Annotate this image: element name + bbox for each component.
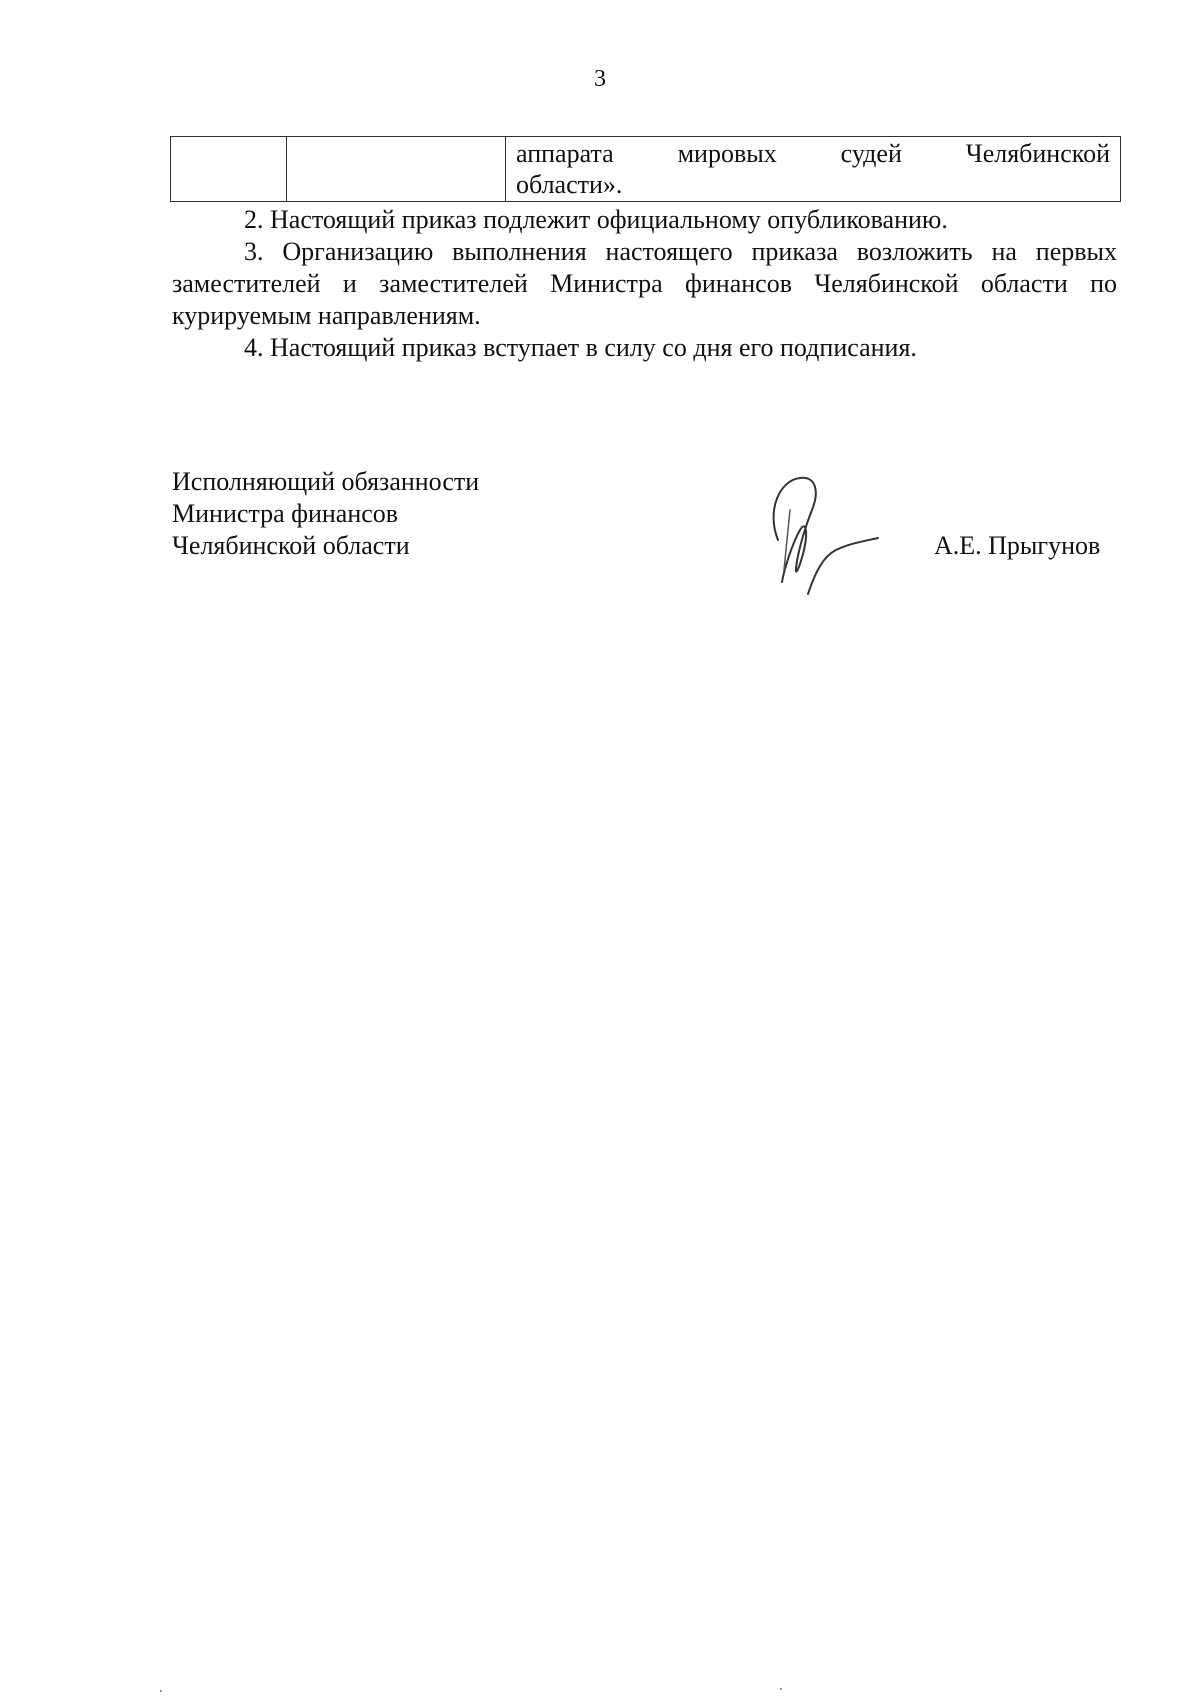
table-cell-3-text: [506, 137, 1120, 200]
handwritten-signature-icon: [760, 470, 900, 610]
paragraph-organization: 3. Организацию выполнения настоящего приказа возложить на первых заместителей и заместителей Министра финансов Челябинской области по курируемым направлениям.: [172, 237, 1117, 330]
position-line: Челябинской области: [172, 531, 410, 560]
body-paragraph-4: [172, 332, 1117, 364]
page-number: 3: [594, 66, 606, 92]
body-paragraph-2: [172, 204, 1117, 236]
paragraph-publication: 2. Настоящий приказ подлежит официальному опубликованию.: [244, 205, 948, 234]
cell-word: Челябинской: [965, 139, 1110, 168]
table-cell-3: [506, 137, 1121, 202]
cell-word: мировых: [677, 139, 777, 168]
signer-name: А.Е. Прыгунов: [934, 531, 1101, 560]
scan-speck: [160, 1690, 162, 1692]
paragraph-effective: 4. Настоящий приказ вступает в силу со дня его подписания.: [244, 333, 917, 362]
cell-justified-line: [516, 138, 1110, 169]
table-cell-2: [287, 137, 506, 202]
cell-line-2: области».: [516, 170, 623, 199]
position-line: Министра финансов: [172, 499, 399, 528]
scan-speck: [780, 1688, 782, 1690]
position-line: Исполняющий обязанности: [172, 467, 480, 496]
signatory-position: [172, 466, 479, 562]
table-cell-1: [171, 137, 287, 202]
continuation-table: [170, 136, 1121, 202]
cell-word: судей: [840, 139, 902, 168]
table-row: [171, 137, 1121, 202]
body-paragraph-3: [172, 236, 1117, 332]
cell-word: аппарата: [516, 139, 614, 168]
